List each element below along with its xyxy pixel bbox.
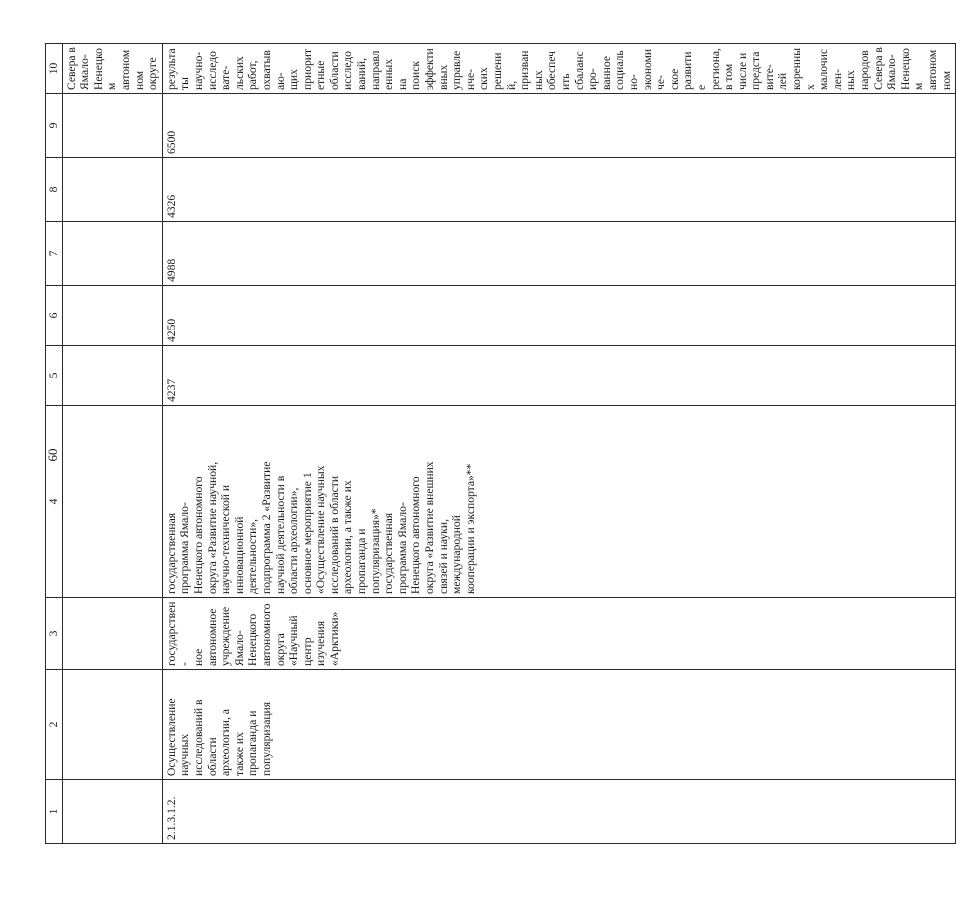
program-table [45,43,956,844]
activity-name-cell: Осуществление научных исследований в области археологии, а также их пропаганда и популяризация [162,670,955,780]
column-number: 9 [46,94,63,158]
value-cell: 4250 [162,286,955,346]
result-cell: результаты научно- исследовате- льских работ, охватываю- щих приоритетные области исследований, направленных на поиск эффективных управленче- ских решений, призванных обеспечить сбалансиро- ванное социально- экономиче- ское развитие региона, в том числе и представите- лей коренных малочислен- ных народов Севера в Ямало- Ненецком автономном [162,44,955,94]
row-number-cell: 2.1.3.1.2. [162,780,955,844]
value-cell: 4988 [162,222,955,286]
column-number: 8 [46,158,63,222]
column-number: 6 [46,286,63,346]
column-number: 4 [46,406,63,598]
table-row [162,44,955,844]
table-cell [62,94,162,158]
table-cell [62,222,162,286]
table-cell [62,158,162,222]
column-number: 5 [46,346,63,406]
value-cell: 4237 [162,346,955,406]
rotated-table-container [45,44,953,844]
result-continued-cell: Севера в Ямало- Ненецком автономном округе [62,44,162,94]
column-number: 10 [46,44,63,94]
table-cell [62,406,162,598]
column-number: 3 [46,598,63,670]
value-cell: 6500 [162,94,955,158]
table-cell [62,346,162,406]
continued-row [62,44,162,844]
table-cell [62,670,162,780]
column-number: 7 [46,222,63,286]
table-cell [62,780,162,844]
column-number-row [46,44,63,844]
table-cell [62,286,162,346]
program-cell: государственная программа Ямало- Ненецкого автономного округа «Развитие научной, научно-технической и инновационной деятельности», подпрограмма 2 «Развитие научной деятельности в области археологии», основное мероприятие 1 «Осуществление научных исследований в области археологии, а также их пропаганда и популяризация»* государственная программа Ямало- Ненецкого автономного округа «Развитие внешних связей и науки, международной кооперации и экспорта»** [162,406,955,598]
value-cell: 4326 [162,158,955,222]
table-cell [62,598,162,670]
executor-cell: государствен- ное автономное учреждение Ямало- Ненецкого автономного округа «Научный центр изучения «Арктики» [162,598,955,670]
column-number: 1 [46,780,63,844]
column-number: 2 [46,670,63,780]
page-number: 60 [45,448,60,462]
